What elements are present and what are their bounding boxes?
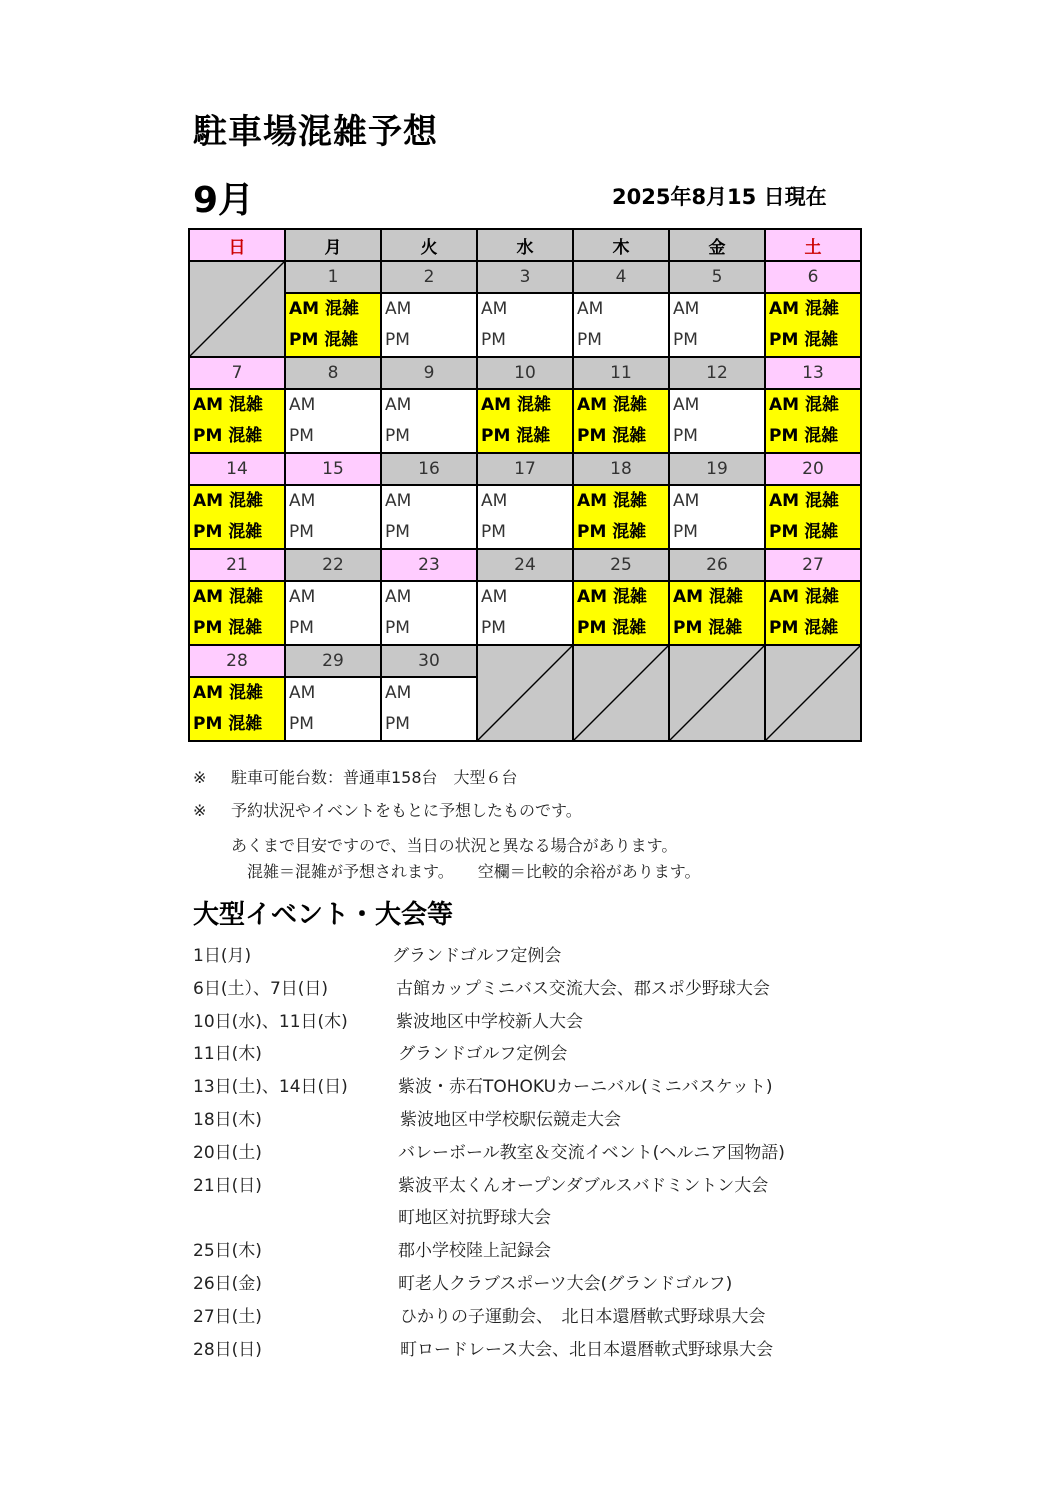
date-number: 25 <box>573 549 669 581</box>
blank-cell <box>669 645 765 741</box>
pm-status: PM 混雑 <box>769 330 839 350</box>
date-number: 2 <box>381 261 477 293</box>
am-status: AM <box>481 299 508 319</box>
pm-status: PM <box>481 522 506 542</box>
page-title: 駐車場混雑予想 <box>193 112 438 152</box>
blank-cell <box>477 645 573 741</box>
as-of-date: 2025年8月15 日現在 <box>612 185 827 209</box>
note-line <box>193 859 700 882</box>
event-name: 紫波地区中学校駅伝競走大会 <box>400 1110 621 1130</box>
date-row <box>189 549 861 581</box>
date-number: 13 <box>765 357 861 389</box>
pm-status: PM 混雑 <box>769 426 839 446</box>
am-status: AM 混雑 <box>193 491 263 511</box>
busy-slot-cell <box>189 581 285 645</box>
event-name: ひかりの子運動会、 北日本還暦軟式野球県大会 <box>400 1306 766 1327</box>
note-line <box>193 798 582 821</box>
event-name: グランドゴルフ定例会 <box>398 1044 568 1065</box>
pm-status: PM <box>481 618 506 638</box>
blank-cell <box>765 645 861 741</box>
pm-status: PM <box>289 426 314 446</box>
date-row <box>189 453 861 485</box>
date-number: 10 <box>477 357 573 389</box>
blank-cell <box>189 261 285 357</box>
event-name: 紫波地区中学校新人大会 <box>396 1011 583 1032</box>
am-status: AM 混雑 <box>193 395 263 415</box>
month-heading: 9月 <box>193 180 255 221</box>
date-row <box>189 261 861 293</box>
event-name: 紫波平太くんオープンダブルスバドミントン大会 <box>398 1175 769 1196</box>
pm-status: PM 混雑 <box>193 522 263 542</box>
note-mark: ※ <box>193 768 207 787</box>
slot-cell <box>285 581 381 645</box>
pm-status: PM <box>385 426 410 446</box>
date-number: 22 <box>285 549 381 581</box>
busy-slot-cell <box>285 293 381 357</box>
event-date: 26日(金) <box>193 1274 262 1294</box>
pm-status: PM <box>385 330 410 350</box>
note-text: 予約状況やイベントをもとに予想したものです。 <box>231 801 582 820</box>
weekday-header: 火 <box>381 229 477 261</box>
pm-status: PM <box>577 330 602 350</box>
slot-cell <box>381 581 477 645</box>
weekday-header: 月 <box>285 229 381 261</box>
event-name: 紫波・赤石TOHOKUカーニバル(ミニバスケット) <box>398 1077 773 1098</box>
am-status: AM 混雑 <box>577 491 647 511</box>
event-date: 25日(木) <box>193 1241 262 1262</box>
am-status: AM <box>673 491 700 511</box>
pm-status: PM 混雑 <box>769 618 839 638</box>
slot-cell <box>669 293 765 357</box>
note-text: あくまで目安ですので、当日の状況と異なる場合があります。 <box>231 836 678 855</box>
slot-cell <box>477 485 573 549</box>
pm-status: PM <box>385 714 410 734</box>
event-name: 古館カップミニバス交流大会、郡スポ少野球大会 <box>396 978 770 999</box>
date-number: 11 <box>573 357 669 389</box>
am-status: AM <box>385 683 412 703</box>
busy-slot-cell <box>189 485 285 549</box>
pm-status: PM 混雑 <box>577 618 647 638</box>
am-status: AM 混雑 <box>289 299 359 319</box>
am-status: AM 混雑 <box>769 491 839 511</box>
date-number: 29 <box>285 645 381 677</box>
am-status: AM 混雑 <box>193 587 263 607</box>
date-number: 12 <box>669 357 765 389</box>
am-status: AM 混雑 <box>769 299 839 319</box>
slot-cell <box>285 485 381 549</box>
am-status: AM <box>289 683 316 703</box>
date-row <box>189 645 861 677</box>
events-title: 大型イベント・大会等 <box>193 900 454 930</box>
event-date: 28日(日) <box>193 1339 262 1360</box>
am-status: AM 混雑 <box>193 683 263 703</box>
pm-status: PM 混雑 <box>769 522 839 542</box>
event-date: 11日(木) <box>193 1044 262 1065</box>
event-name: 郡小学校陸上記録会 <box>398 1241 551 1262</box>
pm-status: PM <box>289 522 314 542</box>
event-date: 13日(土)、14日(日) <box>193 1077 348 1098</box>
am-status: AM 混雑 <box>577 587 647 607</box>
note-line <box>193 765 518 788</box>
am-status: AM <box>289 395 316 415</box>
pm-status: PM <box>289 618 314 638</box>
blank-slash <box>670 646 764 740</box>
pm-status: PM 混雑 <box>289 330 359 350</box>
busy-slot-cell <box>765 293 861 357</box>
pm-status: PM <box>385 618 410 638</box>
date-number: 17 <box>477 453 573 485</box>
note-line <box>193 833 677 856</box>
event-date: 10日(水)、11日(木) <box>193 1011 348 1032</box>
date-number: 27 <box>765 549 861 581</box>
event-name: 町地区対抗野球大会 <box>398 1208 551 1229</box>
slot-cell <box>381 293 477 357</box>
date-number: 26 <box>669 549 765 581</box>
parking-calendar <box>188 228 862 742</box>
pm-status: PM 混雑 <box>481 426 551 446</box>
busy-slot-cell <box>669 581 765 645</box>
am-status: AM 混雑 <box>769 395 839 415</box>
date-number: 18 <box>573 453 669 485</box>
busy-slot-cell <box>189 389 285 453</box>
busy-slot-cell <box>573 389 669 453</box>
event-date: 1日(月) <box>193 946 252 966</box>
slot-cell <box>477 293 573 357</box>
pm-status: PM <box>289 714 314 734</box>
event-date: 20日(土) <box>193 1142 262 1163</box>
pm-status: PM <box>673 330 698 350</box>
date-number: 14 <box>189 453 285 485</box>
pm-status: PM 混雑 <box>193 426 263 446</box>
slot-cell <box>669 485 765 549</box>
event-name: 町老人クラブスポーツ大会(グランドゴルフ) <box>398 1274 733 1294</box>
pm-status: PM 混雑 <box>193 618 263 638</box>
date-number: 6 <box>765 261 861 293</box>
date-number: 20 <box>765 453 861 485</box>
am-status: AM 混雑 <box>577 395 647 415</box>
am-status: AM <box>673 299 700 319</box>
event-date: 6日(土）、7日(日) <box>193 978 329 999</box>
date-number: 19 <box>669 453 765 485</box>
pm-status: PM 混雑 <box>577 522 647 542</box>
blank-slash <box>478 646 572 740</box>
busy-slot-cell <box>477 389 573 453</box>
date-number: 30 <box>381 645 477 677</box>
note-text: 駐車可能台数：普通車158台 大型６台 <box>231 768 518 787</box>
pm-status: PM 混雑 <box>577 426 647 446</box>
blank-slash <box>190 262 284 356</box>
date-number: 9 <box>381 357 477 389</box>
blank-slash <box>574 646 668 740</box>
am-status: AM <box>385 299 412 319</box>
event-name: 町ロードレース大会、北日本還暦軟式野球県大会 <box>400 1339 774 1360</box>
event-date: 27日(土) <box>193 1306 262 1327</box>
slot-cell <box>573 293 669 357</box>
event-name: グランドゴルフ定例会 <box>392 946 562 966</box>
weekday-header: 水 <box>477 229 573 261</box>
date-number: 1 <box>285 261 381 293</box>
event-date: 21日(日) <box>193 1175 262 1196</box>
slot-cell <box>669 389 765 453</box>
note-mark: ※ <box>193 801 207 820</box>
pm-status: PM <box>385 522 410 542</box>
busy-slot-cell <box>189 677 285 741</box>
am-status: AM <box>673 395 700 415</box>
am-status: AM 混雑 <box>769 587 839 607</box>
am-status: AM <box>385 587 412 607</box>
pm-status: PM <box>481 330 506 350</box>
date-number: 8 <box>285 357 381 389</box>
weekday-header: 金 <box>669 229 765 261</box>
date-number: 16 <box>381 453 477 485</box>
am-status: AM <box>289 587 316 607</box>
date-number: 5 <box>669 261 765 293</box>
weekday-header-row <box>189 229 861 261</box>
pm-status: PM 混雑 <box>673 618 743 638</box>
am-status: AM 混雑 <box>673 587 743 607</box>
date-number: 3 <box>477 261 573 293</box>
date-number: 15 <box>285 453 381 485</box>
slot-row <box>189 293 861 357</box>
busy-slot-cell <box>573 581 669 645</box>
busy-slot-cell <box>573 485 669 549</box>
am-status: AM <box>577 299 604 319</box>
blank-slash <box>766 646 860 740</box>
am-status: AM <box>481 587 508 607</box>
am-status: AM <box>385 491 412 511</box>
slot-cell <box>381 485 477 549</box>
busy-slot-cell <box>765 389 861 453</box>
pm-status: PM <box>673 426 698 446</box>
pm-status: PM 混雑 <box>193 714 263 734</box>
weekday-header: 日 <box>189 229 285 261</box>
weekday-header: 木 <box>573 229 669 261</box>
weekday-header: 土 <box>765 229 861 261</box>
am-status: AM 混雑 <box>481 395 551 415</box>
slot-row <box>189 389 861 453</box>
date-number: 24 <box>477 549 573 581</box>
am-status: AM <box>385 395 412 415</box>
slot-cell <box>285 677 381 741</box>
event-date: 18日(木) <box>193 1110 262 1130</box>
date-number: 21 <box>189 549 285 581</box>
am-status: AM <box>289 491 316 511</box>
slot-cell <box>477 581 573 645</box>
event-name: バレーボール教室＆交流イベント(ヘルニア国物語) <box>398 1142 785 1163</box>
note-text: 混雑＝混雑が予想されます。 空欄＝比較的余裕があります。 <box>231 862 701 881</box>
blank-cell <box>573 645 669 741</box>
date-number: 7 <box>189 357 285 389</box>
slot-cell <box>285 389 381 453</box>
slot-row <box>189 581 861 645</box>
slot-cell <box>381 677 477 741</box>
slot-cell <box>381 389 477 453</box>
am-status: AM <box>481 491 508 511</box>
busy-slot-cell <box>765 485 861 549</box>
date-number: 4 <box>573 261 669 293</box>
date-number: 23 <box>381 549 477 581</box>
busy-slot-cell <box>765 581 861 645</box>
pm-status: PM <box>673 522 698 542</box>
date-row <box>189 357 861 389</box>
date-number: 28 <box>189 645 285 677</box>
slot-row <box>189 485 861 549</box>
